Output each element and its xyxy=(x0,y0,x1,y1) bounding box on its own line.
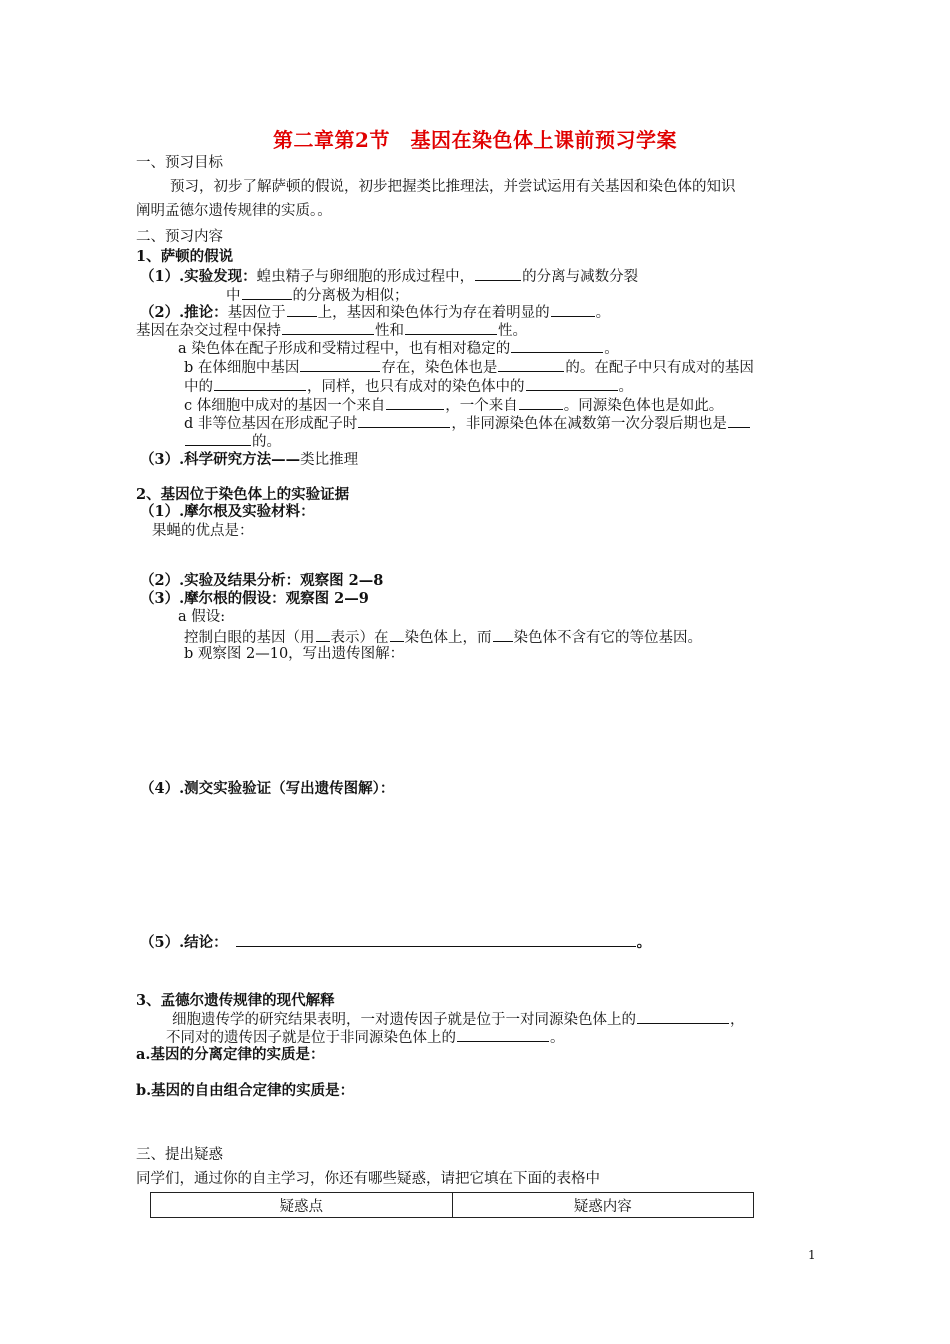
item-text: 类比推理 xyxy=(300,452,359,468)
objectives-paragraph-line1: 预习，初步了解萨顿的假说，初步把握类比推理法，并尝试运用有关基因和染色体的知识 xyxy=(170,179,736,195)
hypothesis-a: a 假设: xyxy=(178,609,226,625)
blank[interactable] xyxy=(390,627,404,642)
blank[interactable] xyxy=(526,376,618,391)
item-inference xyxy=(140,302,610,322)
item-morgan-hypothesis: （3）.摩尔根的假设：观察图 2—9 xyxy=(140,590,369,607)
item-text: ，一个来自 xyxy=(445,398,518,414)
blank[interactable] xyxy=(300,357,380,372)
item-text: ，同样，也只有成对的染色体中的 xyxy=(307,379,525,395)
item-text: 基因位于 xyxy=(227,305,286,321)
item-text: 的分离与减数分裂 xyxy=(522,269,639,285)
page-title: 第二章第2节 基因在染色体上课前预习学案 xyxy=(273,128,677,152)
item-text: 的分离极为相似； xyxy=(292,288,409,304)
table-header-question-content: 疑惑内容 xyxy=(452,1193,754,1218)
item-text: 控制白眼的基因（用 xyxy=(184,630,315,646)
item-label: （5）.结论： xyxy=(140,934,228,951)
point-c xyxy=(184,395,723,415)
objectives-paragraph-line2: 阐明孟德尔遗传规律的实质。。 xyxy=(136,203,332,219)
item-text: 的。在配子中只有成对的基因 xyxy=(565,360,754,376)
item-text: 。 xyxy=(595,305,611,321)
point-b xyxy=(184,357,754,377)
blank[interactable] xyxy=(493,627,513,642)
blank[interactable] xyxy=(511,338,603,353)
point-a xyxy=(178,338,619,358)
item-text: 细胞遗传学的研究结果表明，一对遗传因子就是位于一对同源染色体上的 xyxy=(172,1012,636,1028)
item-text: 性和 xyxy=(375,323,404,339)
blank[interactable] xyxy=(316,627,330,642)
item-text: 中的 xyxy=(184,379,213,395)
blank[interactable] xyxy=(185,431,251,446)
hypothesis-a-text xyxy=(184,627,702,647)
item-fruitfly-advantages: 果蝇的优点是： xyxy=(152,523,254,539)
blank[interactable] xyxy=(242,285,292,300)
item-text: 染色体不含有它的等位基因。 xyxy=(513,630,702,646)
subheading-modern-explanation: 3、孟德尔遗传规律的现代解释 xyxy=(136,992,335,1009)
item-text: 存在，染色体也是 xyxy=(381,360,498,376)
page-number: 1 xyxy=(808,1248,816,1262)
item-text: a 染色体在配子形成和受精过程中，也有相对稳定的 xyxy=(178,341,511,357)
item-research-method xyxy=(140,451,358,469)
blank[interactable] xyxy=(282,320,374,335)
item-text: 。 xyxy=(636,934,652,951)
blank[interactable] xyxy=(287,302,317,317)
point-d xyxy=(184,413,751,433)
blank[interactable] xyxy=(519,395,563,410)
point-b-cont xyxy=(184,376,633,396)
blank[interactable] xyxy=(551,302,595,317)
item-inference-cont xyxy=(136,320,527,340)
modern-explanation-line1 xyxy=(172,1009,745,1029)
blank[interactable] xyxy=(498,357,564,372)
item-text: 性。 xyxy=(498,323,527,339)
item-morgan-material: （1）.摩尔根及实验材料： xyxy=(140,503,315,520)
conclusion-blank[interactable] xyxy=(236,932,636,947)
item-text: 的。 xyxy=(252,434,281,450)
item-text: 。 xyxy=(550,1030,565,1046)
section-heading-questions: 三、提出疑惑 xyxy=(136,1147,223,1163)
modern-explanation-line2 xyxy=(166,1027,565,1047)
item-text: 表示）在 xyxy=(330,630,389,646)
item-text: 染色体上，而 xyxy=(404,630,492,646)
blank[interactable] xyxy=(386,395,444,410)
blank[interactable] xyxy=(214,376,306,391)
subheading-experimental-evidence: 2、基因位于染色体上的实验证据 xyxy=(136,486,350,503)
questions-intro: 同学们，通过你的自主学习，你还有哪些疑惑，请把它填在下面的表格中 xyxy=(136,1171,600,1187)
item-label: （1）.实验发现： xyxy=(140,268,257,285)
item-text: 基因在杂交过程中保持 xyxy=(136,323,281,339)
item-text: 不同对的遗传因子就是位于非同源染色体上的 xyxy=(166,1030,456,1046)
item-label: （2）.推论： xyxy=(140,304,228,321)
item-text: 上，基因和染色体行为存在着明显的 xyxy=(317,305,550,321)
table-header-question-point: 疑惑点 xyxy=(151,1193,453,1218)
table-row xyxy=(151,1193,754,1218)
item-text: d 非等位基因在形成配子时 xyxy=(184,416,358,432)
item-label: （3）.科学研究方法—— xyxy=(140,451,301,468)
questions-table xyxy=(150,1192,754,1218)
subheading-sutton-hypothesis: 1、萨顿的假说 xyxy=(136,248,234,265)
hypothesis-b: b 观察图 2—10，写出遗传图解： xyxy=(184,646,405,662)
item-conclusion xyxy=(140,932,651,952)
item-text: ， xyxy=(730,1012,745,1028)
blank[interactable] xyxy=(475,266,521,281)
item-text: c 体细胞中成对的基因一个来自 xyxy=(184,398,386,414)
item-text: 。 xyxy=(604,341,619,357)
blank[interactable] xyxy=(728,413,750,428)
blank[interactable] xyxy=(457,1027,549,1042)
item-text: 。 xyxy=(618,379,633,395)
item-text: b 在体细胞中基因 xyxy=(184,360,300,376)
independent-assortment-essence: b.基因的自由组合定律的实质是： xyxy=(136,1082,355,1099)
section-heading-content: 二、预习内容 xyxy=(136,229,223,245)
blank[interactable] xyxy=(405,320,497,335)
blank[interactable] xyxy=(358,413,450,428)
item-text: 中 xyxy=(226,288,241,304)
blank[interactable] xyxy=(637,1009,729,1024)
item-text: ，非同源染色体在减数第一次分裂后期也是 xyxy=(451,416,727,432)
segregation-law-essence: a.基因的分离定律的实质是： xyxy=(136,1046,325,1063)
section-heading-objectives: 一、预习目标 xyxy=(136,155,223,171)
item-experiment-discovery xyxy=(140,266,638,286)
item-testcross: （4）.测交实验验证（写出遗传图解）： xyxy=(140,780,395,797)
item-text: 。同源染色体也是如此。 xyxy=(563,398,724,414)
point-d-cont xyxy=(184,431,281,451)
item-text: 蝗虫精子与卵细胞的形成过程中， xyxy=(256,269,475,285)
item-experiment-analysis: （2）.实验及结果分析：观察图 2—8 xyxy=(140,572,384,589)
